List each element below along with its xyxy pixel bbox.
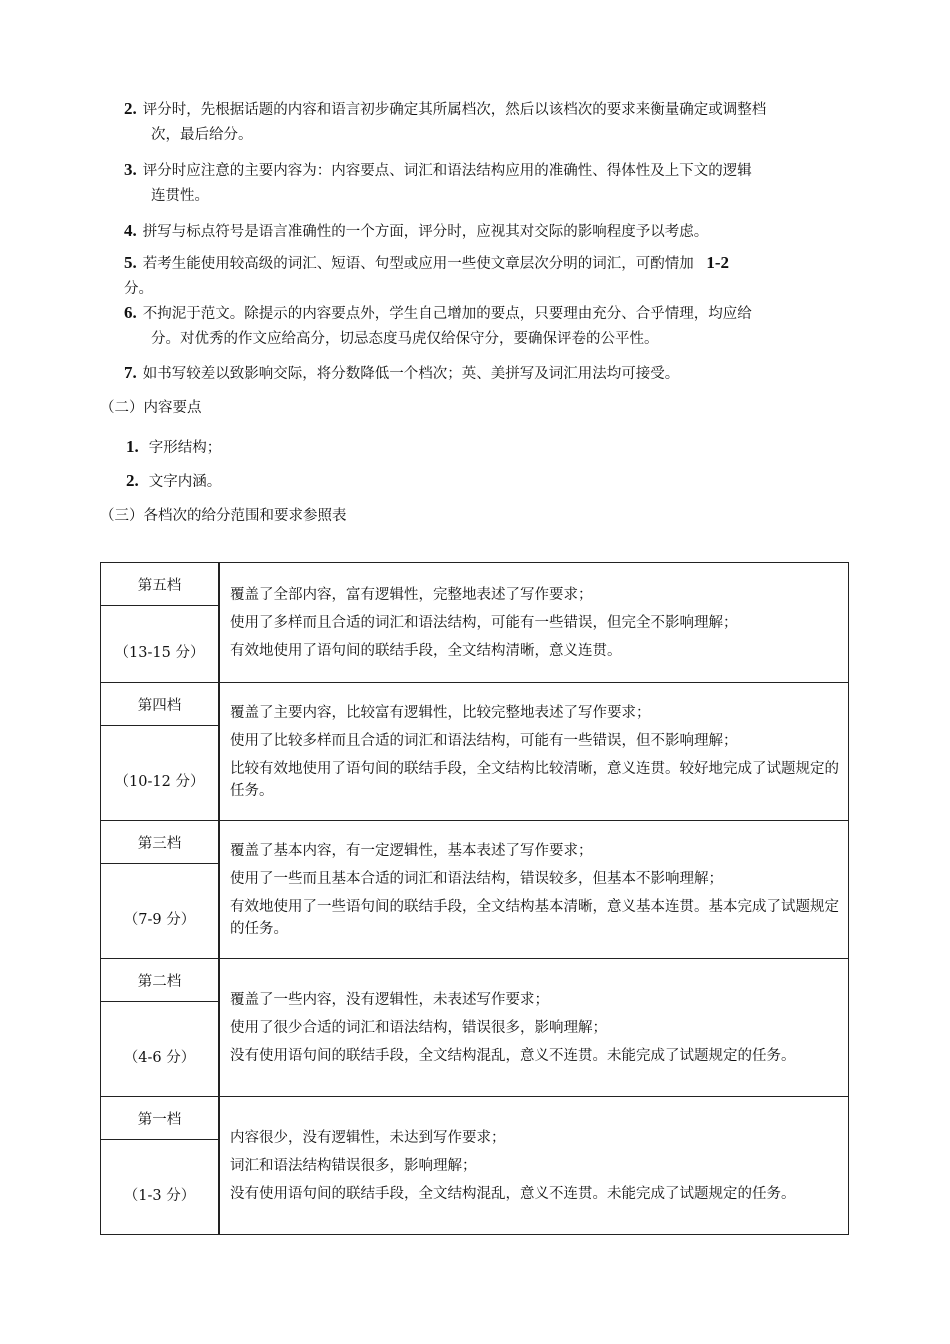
content-point-2 xyxy=(126,469,221,494)
grade-line: 覆盖了主要内容，比较富有逻辑性，比较完整地表述了写作要求； xyxy=(230,704,651,721)
rule-continuation: 分。对优秀的作文应给高分，切忌态度马虎仅给保守分，要确保评卷的公平性。 xyxy=(151,331,659,347)
grade-line: 使用了一些而且基本合适的词汇和语法结构，错误较多，但基本不影响理解； xyxy=(230,870,723,887)
content-point-1 xyxy=(126,435,221,460)
grade-line: 使用了很少合适的词汇和语法结构，错误很多，影响理解； xyxy=(230,1019,607,1036)
grade-row-3-top xyxy=(101,821,849,864)
section-heading-content-points: （二）内容要点 xyxy=(100,400,202,416)
grade-level: 第一档 xyxy=(101,1097,220,1140)
grade-row-1-top xyxy=(101,1097,849,1140)
rule-continuation: 次，最后给分。 xyxy=(151,127,253,143)
grade-row-2-top xyxy=(101,959,849,1002)
rule-text: 若考生能使用较高级的词汇、短语、句型或应用一些使文章层次分明的词汇，可酌情加 xyxy=(142,256,694,272)
grade-line: 内容很少，没有逻辑性，未达到写作要求； xyxy=(230,1129,506,1146)
rule-number: 4. xyxy=(124,221,137,240)
rule-bold-tail: 1-2 xyxy=(706,253,730,272)
rule-6 xyxy=(124,300,864,352)
grade-level: 第三档 xyxy=(101,821,220,864)
rule-text: 评分时应注意的主要内容为：内容要点、词汇和语法结构应用的准确性、得体性及上下文的逻辑 xyxy=(142,163,752,179)
rule-number: 6. xyxy=(124,303,137,322)
grade-line: 使用了比较多样而且合适的词汇和语法结构，可能有一些错误，但不影响理解； xyxy=(230,732,738,749)
grade-range: （13-15 分） xyxy=(101,606,220,683)
grade-line: 有效地使用了语句间的联结手段，全文结构清晰，意义连贯。 xyxy=(230,642,622,659)
grade-level: 第五档 xyxy=(101,563,220,606)
rule-number: 2. xyxy=(124,99,137,118)
grade-line: 没有使用语句间的联结手段，全文结构混乱，意义不连贯。未能完成了试题规定的任务。 xyxy=(230,1047,796,1064)
rule-text: 评分时，先根据话题的内容和语言初步确定其所属档次，然后以该档次的要求来衡量确定或调整档 xyxy=(142,102,767,118)
grade-range: （4-6 分） xyxy=(101,1002,220,1097)
rule-text: 如书写较差以致影响交际，将分数降低一个档次；英、美拼写及词汇用法均可接受。 xyxy=(142,366,680,382)
grade-description xyxy=(219,1097,849,1235)
grade-line: 使用了多样而且合适的词汇和语法结构，可能有一些错误，但完全不影响理解； xyxy=(230,614,738,631)
rule-continuation: 分。 xyxy=(124,281,153,297)
grade-line: 覆盖了全部内容，富有逻辑性，完整地表述了写作要求； xyxy=(230,586,593,603)
grade-range: （10-12 分） xyxy=(101,726,220,821)
section-heading-grade-table: （三）各档次的给分范围和要求参照表 xyxy=(100,508,347,524)
grade-level: 第二档 xyxy=(101,959,220,1002)
point-number: 2. xyxy=(126,471,139,490)
rule-text: 拼写与标点符号是语言准确性的一个方面，评分时，应视其对交际的影响程度予以考虑。 xyxy=(142,224,709,240)
grade-level: 第四档 xyxy=(101,683,220,726)
rule-number: 3. xyxy=(124,160,137,179)
point-text: 文字内涵。 xyxy=(148,474,222,490)
grade-line: 比较有效地使用了语句间的联结手段，全文结构比较清晰，意义连贯。较好地完成了试题规定的任务。 xyxy=(230,760,839,799)
grade-line: 覆盖了一些内容，没有逻辑性，未表述写作要求； xyxy=(230,991,549,1008)
rule-text: 不拘泥于范文。除提示的内容要点外，学生自己增加的要点，只要理由充分、合乎情理，均应给 xyxy=(142,306,752,322)
rule-2 xyxy=(124,96,864,148)
grade-row-5-top xyxy=(101,563,849,606)
grade-line: 词汇和语法结构错误很多，影响理解； xyxy=(230,1157,477,1174)
grade-description xyxy=(219,683,849,821)
grade-table xyxy=(100,562,849,1235)
rule-number: 5. xyxy=(124,253,137,272)
rule-5 xyxy=(124,250,864,302)
grade-range: （7-9 分） xyxy=(101,864,220,959)
grade-description xyxy=(219,821,849,959)
rule-number: 7. xyxy=(124,363,137,382)
rule-3 xyxy=(124,157,864,209)
rule-4 xyxy=(124,218,864,245)
point-number: 1. xyxy=(126,437,139,456)
grade-line: 有效地使用了一些语句间的联结手段，全文结构基本清晰，意义基本连贯。基本完成了试题规定的任务。 xyxy=(230,898,839,937)
grade-range: （1-3 分） xyxy=(101,1140,220,1235)
point-text: 字形结构； xyxy=(148,440,222,456)
rule-7 xyxy=(124,360,864,387)
grade-row-4-top xyxy=(101,683,849,726)
grade-line: 覆盖了基本内容，有一定逻辑性，基本表述了写作要求； xyxy=(230,842,593,859)
rule-continuation: 连贯性。 xyxy=(151,188,209,204)
grade-line: 没有使用语句间的联结手段，全文结构混乱，意义不连贯。未能完成了试题规定的任务。 xyxy=(230,1185,796,1202)
grade-description xyxy=(219,563,849,683)
grade-description xyxy=(219,959,849,1097)
